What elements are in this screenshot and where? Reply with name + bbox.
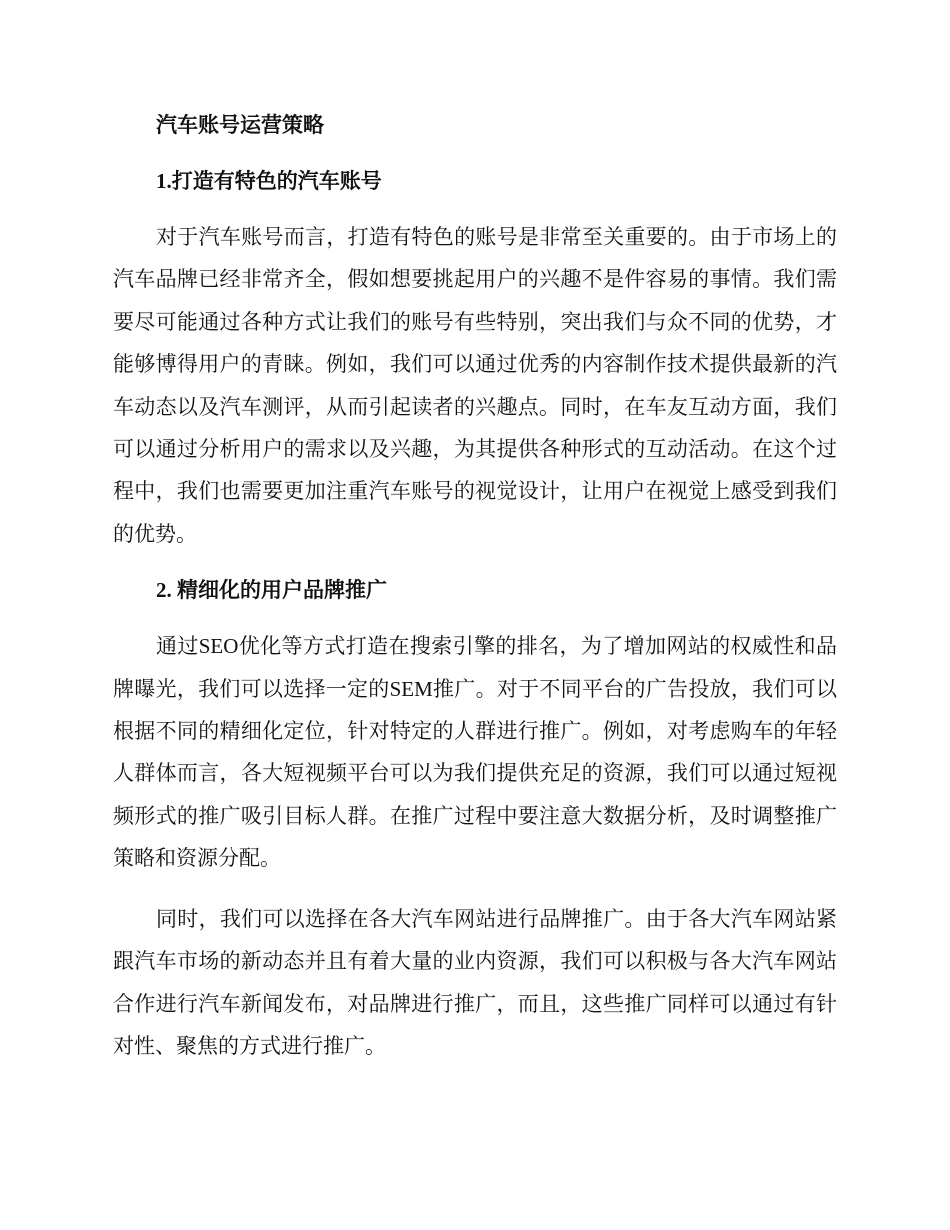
section-2-heading: 2. 精细化的用户品牌推广 [156,578,387,603]
document-title: 汽车账号运营策略 [156,113,324,137]
section-2-paragraph-2: 同时，我们可以选择在各大汽车网站进行品牌推广。由于各大汽车网站紧跟汽车市场的新动态并且有着大量的业内资源，我们可以积极与各大汽车网站合作进行汽车新闻发布，对品牌进行推广，而且，这些推广同样可以通过有针对性、聚焦的方式进行推广。 [113,906,837,1058]
document-body [113,104,837,1067]
section-1-heading: 1.打造有特色的汽车账号 [156,169,382,193]
section-1-paragraph: 对于汽车账号而言，打造有特色的账号是非常至关重要的。由于市场上的汽车品牌已经非常齐全，假如想要挑起用户的兴趣不是件容易的事情。我们需要尽可能通过各种方式让我们的账号有些特别，突出我们与众不同的优势，才能够博得用户的青睐。例如，我们可以通过优秀的内容制作技术提供最新的汽车动态以及汽车测评，从而引起读者的兴趣点。同时，在车友互动方面，我们可以通过分析用户的需求以及兴趣，为其提供各种形式的互动活动。在这个过程中，我们也需要更加注重汽车账号的视觉设计，让用户在视觉上感受到我们的优势。 [113,225,837,546]
section-2-paragraph-1: 通过SEO优化等方式打造在搜索引擎的排名，为了增加网站的权威性和品牌曝光，我们可以选择一定的SEM推广。对于不同平台的广告投放，我们可以根据不同的精细化定位，针对特定的人群进行推广。例如，对考虑购车的年轻人群体而言，各大短视频平台可以为我们提供充足的资源，我们可以通过短视频形式的推广吸引目标人群。在推广过程中要注意大数据分析，及时调整推广策略和资源分配。 [113,634,837,871]
